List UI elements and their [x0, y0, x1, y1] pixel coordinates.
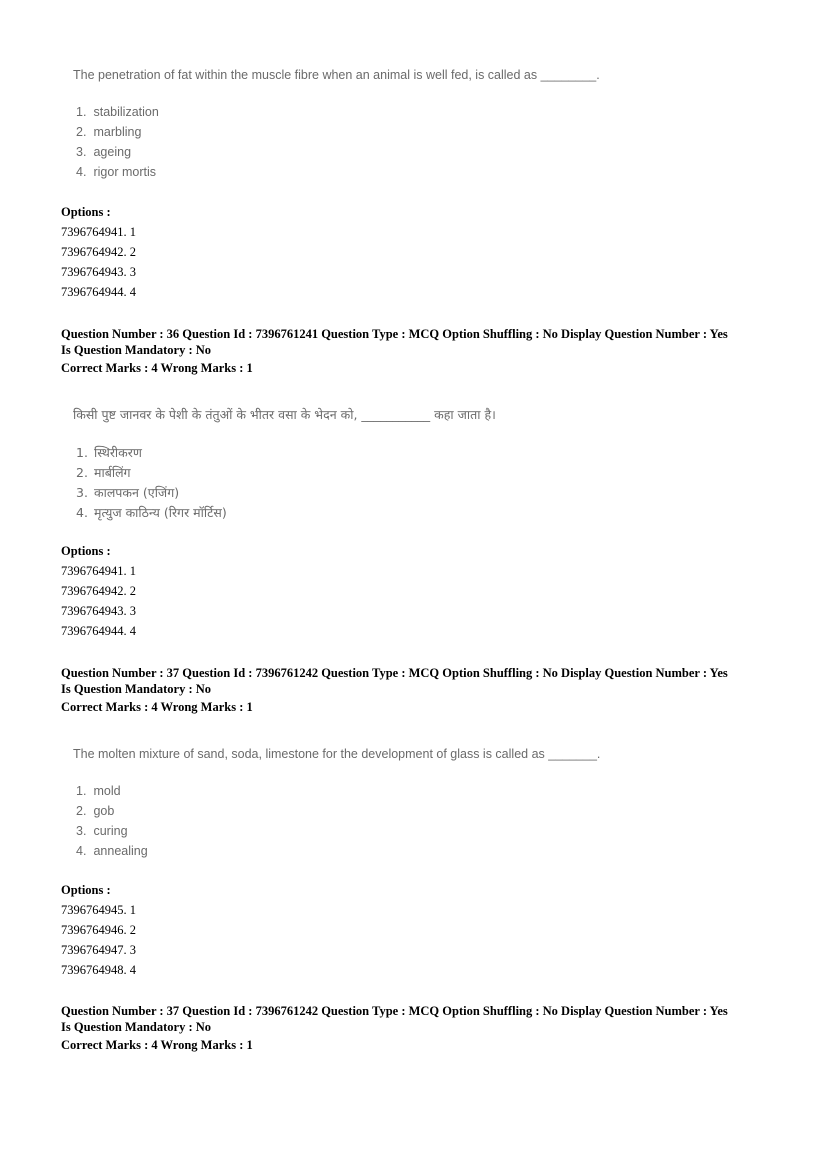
choice-item: 3. कालपकन (एजिंग) — [76, 485, 180, 500]
question-meta-37 — [61, 665, 781, 715]
question-mandatory: Is Question Mandatory : No — [61, 343, 212, 357]
choice-item: 1. mold — [76, 784, 121, 798]
choice-item: 1. stabilization — [76, 105, 159, 119]
option-row: 7396764948. 4 — [61, 963, 136, 977]
question-image-36 — [73, 406, 496, 523]
choice-list — [73, 443, 496, 523]
question-mandatory: Is Question Mandatory : No — [61, 1020, 212, 1034]
question-image-35 — [73, 68, 600, 182]
option-row: 7396764944. 4 — [61, 624, 136, 638]
question-header: Question Number : 37 Question Id : 7396761242 Question Type : MCQ Option Shuffling : No Display Question Number : Yes — [61, 1004, 728, 1018]
choice-item: 2. मार्बलिंग — [76, 465, 131, 480]
options-block — [61, 542, 136, 641]
question-text: किसी पुष्ट जानवर के पेशी के तंतुओं के भीतर वसा के भेदन को, ___________ कहा जाता है। — [73, 407, 496, 422]
options-label: Options : — [61, 883, 111, 897]
choice-list — [73, 781, 600, 861]
question-image-37 — [73, 747, 600, 861]
option-row: 7396764943. 3 — [61, 265, 136, 279]
choice-item: 4. मृत्युज काठिन्य (रिगर मॉर्टिस) — [76, 505, 227, 520]
option-row: 7396764945. 1 — [61, 903, 136, 917]
question-marks: Correct Marks : 4 Wrong Marks : 1 — [61, 1038, 253, 1052]
option-row: 7396764947. 3 — [61, 943, 136, 957]
choice-item: 3. ageing — [76, 145, 132, 159]
choice-item: 4. rigor mortis — [76, 165, 156, 179]
question-meta-36 — [61, 326, 781, 376]
question-header: Question Number : 36 Question Id : 7396761241 Question Type : MCQ Option Shuffling : No Display Question Number : Yes — [61, 327, 728, 341]
option-row: 7396764944. 4 — [61, 285, 136, 299]
choice-item: 1. स्थिरीकरण — [76, 445, 142, 460]
question-mandatory: Is Question Mandatory : No — [61, 682, 212, 696]
choice-item: 4. annealing — [76, 844, 148, 858]
option-row: 7396764946. 2 — [61, 923, 136, 937]
choice-item: 2. marbling — [76, 125, 142, 139]
options-block — [61, 203, 136, 302]
question-text: The molten mixture of sand, soda, limestone for the development of glass is called as _______. — [73, 747, 601, 761]
question-marks: Correct Marks : 4 Wrong Marks : 1 — [61, 361, 253, 375]
options-label: Options : — [61, 544, 111, 558]
option-row: 7396764942. 2 — [61, 245, 136, 259]
question-text: The penetration of fat within the muscle fibre when an animal is well fed, is called as ________. — [73, 68, 600, 82]
question-header: Question Number : 37 Question Id : 7396761242 Question Type : MCQ Option Shuffling : No Display Question Number : Yes — [61, 666, 728, 680]
option-row: 7396764941. 1 — [61, 564, 136, 578]
options-label: Options : — [61, 205, 111, 219]
options-block — [61, 881, 136, 980]
question-marks: Correct Marks : 4 Wrong Marks : 1 — [61, 700, 253, 714]
option-row: 7396764941. 1 — [61, 225, 136, 239]
choice-list — [73, 102, 600, 182]
option-row: 7396764942. 2 — [61, 584, 136, 598]
option-row: 7396764943. 3 — [61, 604, 136, 618]
choice-item: 2. gob — [76, 804, 115, 818]
question-meta-37-repeat — [61, 1003, 781, 1053]
choice-item: 3. curing — [76, 824, 128, 838]
